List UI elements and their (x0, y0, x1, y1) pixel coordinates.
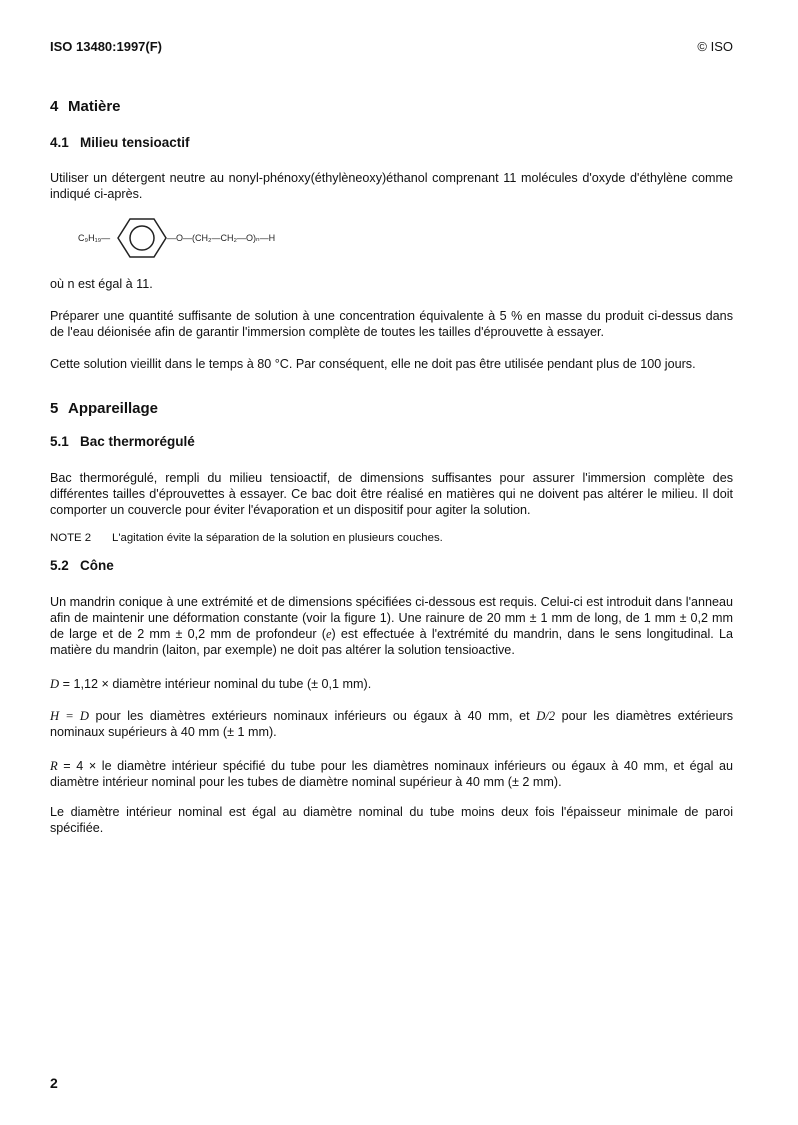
subsection-5-1-heading (50, 434, 195, 449)
section-title: Appareillage (68, 400, 159, 417)
symbol-r: R (50, 759, 58, 773)
subsection-4-1-heading (50, 135, 190, 150)
chemical-formula (78, 210, 298, 266)
r-definition-text: = 4 × le diamètre intérieur spécifié du tube pour les diamètres nominaux inférieurs ou égaux à 40 mm, et égal au diamètre intérieur nominal pour les tubes de diamètre nominal supérieur à 40 mm (± 2 mm). (50, 759, 733, 789)
h-definition-text-1: pour les diamètres extérieurs nominaux inférieurs ou égaux à 40 mm, et (89, 709, 537, 723)
benzene-ring-icon (78, 210, 298, 266)
section-5-heading (50, 400, 158, 417)
d-definition-text: = 1,12 × diamètre intérieur nominal du tube (± 0,1 mm). (59, 677, 372, 691)
paragraph-cone-description (50, 594, 733, 658)
note-label: NOTE 2 (50, 532, 92, 544)
copyright-mark: © ISO (697, 39, 733, 54)
symbol-d: D (50, 677, 60, 691)
paragraph-h-definition (50, 708, 733, 740)
subsection-title: Cône (80, 558, 114, 573)
paragraph-nominal-diameter: Le diamètre intérieur nominal est égal au diamètre nominal du tube moins deux fois l'épaisseur minimale de paroi spécifiée. (50, 805, 733, 835)
formula-left-group: C₉H₁₉— (78, 233, 111, 243)
paragraph-n-value: où n est égal à 11. (50, 277, 153, 291)
document-reference: ISO 13480:1997(F) (50, 39, 163, 54)
formula-right-group: —O—(CH₂—CH₂—O)ₙ—H (167, 233, 276, 243)
section-number: 5 (50, 400, 59, 417)
subsection-number: 4.1 (50, 135, 69, 150)
paragraph-preparation: Préparer une quantité suffisante de solution à une concentration équivalente à 5 % en masse du produit ci-dessus dans de l'eau déionisée afin de garantir l'immersion complète de toutes les tailles d'éprouvette à essayer. (50, 309, 733, 339)
paragraph-bath-description: Bac thermorégulé, rempli du milieu tensioactif, de dimensions suffisantes pour assurer l'immersion complète des différentes tailles d'éprouvettes à essayer. Ce bac doit être réalisé en matières qui ne doivent pas altérer le milieu. Il doit comporter un couvercle pour éviter l'évaporation et un dispositif pour agiter la solution. (50, 471, 733, 517)
subsection-number: 5.2 (50, 558, 69, 573)
paragraph-aging: Cette solution vieillit dans le temps à 80 °C. Par conséquent, elle ne doit pas être utilisée pendant plus de 100 jours. (50, 357, 696, 371)
note-2 (50, 531, 733, 546)
symbol-d-half: D/2 (536, 709, 556, 723)
h-definition-text-2: pour les diamètres extérieurs nominaux supérieurs à 40 mm (± 1 mm). (50, 709, 733, 739)
symbol-h: H = D (50, 709, 89, 723)
subsection-5-2-heading (50, 558, 114, 573)
subsection-title: Bac thermorégulé (80, 434, 195, 449)
cone-text-part-2: ) est effectuée à l'extrémité du mandrin, dans le sens longitudinal. La matière du mandrin (laiton, par exemple) ne doit pas altérer la solution tensioactive. (50, 627, 733, 657)
subsection-title: Milieu tensioactif (80, 135, 190, 150)
paragraph-d-definition (50, 676, 733, 692)
section-4-heading (50, 98, 121, 115)
paragraph-r-definition (50, 758, 733, 790)
section-title: Matière (68, 98, 121, 115)
page-number: 2 (50, 1075, 58, 1091)
cone-text-part-1: Un mandrin conique à une extrémité et de dimensions spécifiées ci-dessous est requis. Celui-ci est introduit dans l'anneau afin de maintenir une déformation constante (voir la figure 1). Une rainure de 20 mm ± 1 mm de long, de 1 mm ± 0,2 mm de large et de 2 mm ± 0,2 mm de profondeur ( (50, 595, 733, 641)
paragraph-detergent-intro: Utiliser un détergent neutre au nonyl-phénoxy(éthylèneoxy)éthanol comprenant 11 molécules d'oxyde d'éthylène comme indiqué ci-après. (50, 171, 733, 201)
groove-depth-symbol: e (325, 627, 332, 641)
subsection-number: 5.1 (50, 434, 69, 449)
section-number: 4 (50, 98, 59, 115)
note-text: L'agitation évite la séparation de la solution en plusieurs couches. (112, 532, 443, 544)
